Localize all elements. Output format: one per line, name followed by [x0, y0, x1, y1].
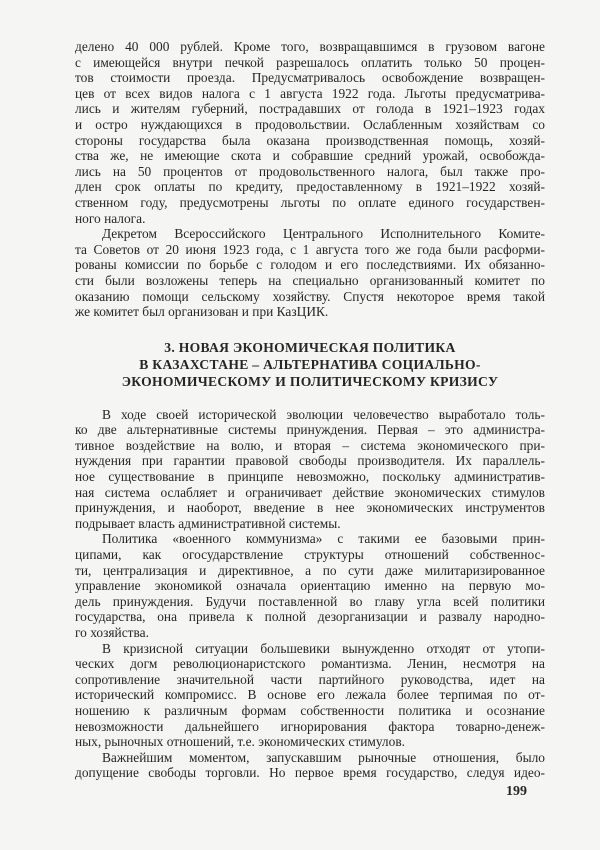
- page-number: 199: [506, 784, 527, 799]
- text-line: ципами, как огосударствление структуры отношений собственнос-: [75, 547, 545, 563]
- text-line: ко две альтернативные системы принуждения. Первая – это администра-: [75, 422, 545, 438]
- text-line: тов стоимости проезда. Предусматривалось освобождение возвращен-: [75, 70, 545, 86]
- text-line: ческих догм революционаристского романтизма. Ленин, несмотря на: [75, 656, 545, 672]
- text-line: сти были возложены теперь на специально организованный комитет по: [75, 272, 545, 288]
- text-line: управление экономикой означала ориентацию именно на первую мо-: [75, 578, 545, 594]
- text-line: с имеющейся внутри печкой разрешалось оплатить только 50 процен-: [75, 54, 545, 70]
- text-line: ства же, не имеющие скота и собравшие средний урожай, освобожда-: [75, 148, 545, 164]
- text-line: стороны государства была оказана производственная помощь, хозяй-: [75, 132, 545, 148]
- text-line: исторический компромисс. В основе его лежала более терпимая по от-: [75, 687, 545, 703]
- text-line: длен срок оплаты по кредиту, предоставленному в 1921–1922 хозяй-: [75, 179, 545, 195]
- text-line: и остро нуждающихся в продовольствии. Ослабленным хозяйствам со: [75, 116, 545, 132]
- paragraph: [75, 531, 545, 640]
- heading-line: 3. НОВАЯ ЭКОНОМИЧЕСКАЯ ПОЛИТИКА: [164, 339, 456, 355]
- text-line: цев от всех видов налога с 1 августа 1922 года. Льготы предусматрива-: [75, 85, 545, 101]
- text-line: ственном году, предусмотрены льготы по оплате единого государствен-: [75, 194, 545, 210]
- text-line: ная система ослабляет и ограничивает действие экономических стимулов: [75, 484, 545, 500]
- text-block-after-heading: [75, 407, 545, 781]
- text-line: принуждения, и наоборот, введение в нее экономических инструментов: [75, 500, 545, 516]
- text-line: ти, централизация и директивное, а по сути даже милитаризированное: [75, 562, 545, 578]
- text-line: Декретом Всероссийского Центрального Исполнительного Комите-: [102, 226, 545, 242]
- text-line: лись на 50 процентов от продовольственного налога, был также про-: [75, 163, 545, 179]
- text-line: невозможности дальнейшего игнорирования фактора товарно-денеж-: [75, 718, 545, 734]
- text-line: государства, она привела к полной дезорганизации и развалу народно-: [75, 609, 545, 625]
- text-line: го хозяйства.: [75, 625, 149, 640]
- text-line: В кризисной ситуации большевики вынужденно отходят от утопи-: [102, 640, 545, 656]
- text-line: ного налога.: [75, 210, 146, 226]
- text-line: ное существование в принципе невозможно, поскольку административ-: [75, 469, 545, 485]
- paragraph: [75, 39, 545, 226]
- text-line: допущение свободы торговли. Но первое время государство, следуя идео-: [75, 765, 545, 781]
- text-line: Политика «военного коммунизма» с такими ее базовыми прин-: [102, 531, 545, 547]
- heading-line: В КАЗАХСТАНЕ – АЛЬТЕРНАТИВА СОЦИАЛЬНО-: [139, 356, 481, 372]
- paragraph: [75, 641, 545, 750]
- paragraph: [75, 407, 545, 532]
- text-line: Важнейшим моментом, запускавшим рыночные отношения, было: [102, 749, 545, 765]
- section-heading: [75, 339, 545, 390]
- text-line: тивное воздействие на волю, и вторая – система экономического при-: [75, 437, 545, 453]
- text-line: нуждения при гарантии правовой свободы производителя. Их параллель-: [75, 453, 545, 469]
- text-line: ношению к различным формам собственности политика и осознание: [75, 702, 545, 718]
- text-line: дель принуждения. Будучи поставленной во главу угла всей политики: [75, 593, 545, 609]
- heading-line: ЭКОНОМИЧЕСКОМУ И ПОЛИТИЧЕСКОМУ КРИЗИСУ: [121, 373, 499, 389]
- paragraph: [75, 750, 545, 781]
- text-line: В ходе своей исторической эволюции человечество выработало толь-: [102, 406, 545, 422]
- text-block-before-heading: [75, 39, 545, 320]
- text-line: та Советов от 20 июня 1923 года, с 1 августа того же года были расформи-: [75, 241, 545, 257]
- text-line: ных, рыночных отношений, т.е. экономических стимулов.: [75, 734, 405, 750]
- document-page: [75, 39, 545, 781]
- text-line: же комитет был организован и при КазЦИК.: [75, 304, 329, 320]
- text-line: оказанию помощи сельскому хозяйству. Спустя некоторое время такой: [75, 288, 545, 304]
- text-line: сопротивление значительной части партийного руководства, идет на: [75, 671, 545, 687]
- text-line: делено 40 000 рублей. Кроме того, возвращавшимся в грузовом вагоне: [75, 39, 545, 54]
- text-line: рованы комиссии по борьбе с голодом и его последствиями. Их обязанно-: [75, 257, 545, 273]
- text-line: подрывает власть административной системы.: [75, 515, 341, 531]
- paragraph: [75, 226, 545, 320]
- text-line: лись и жителям губерний, пострадавших от голода в 1921–1923 годах: [75, 101, 545, 117]
